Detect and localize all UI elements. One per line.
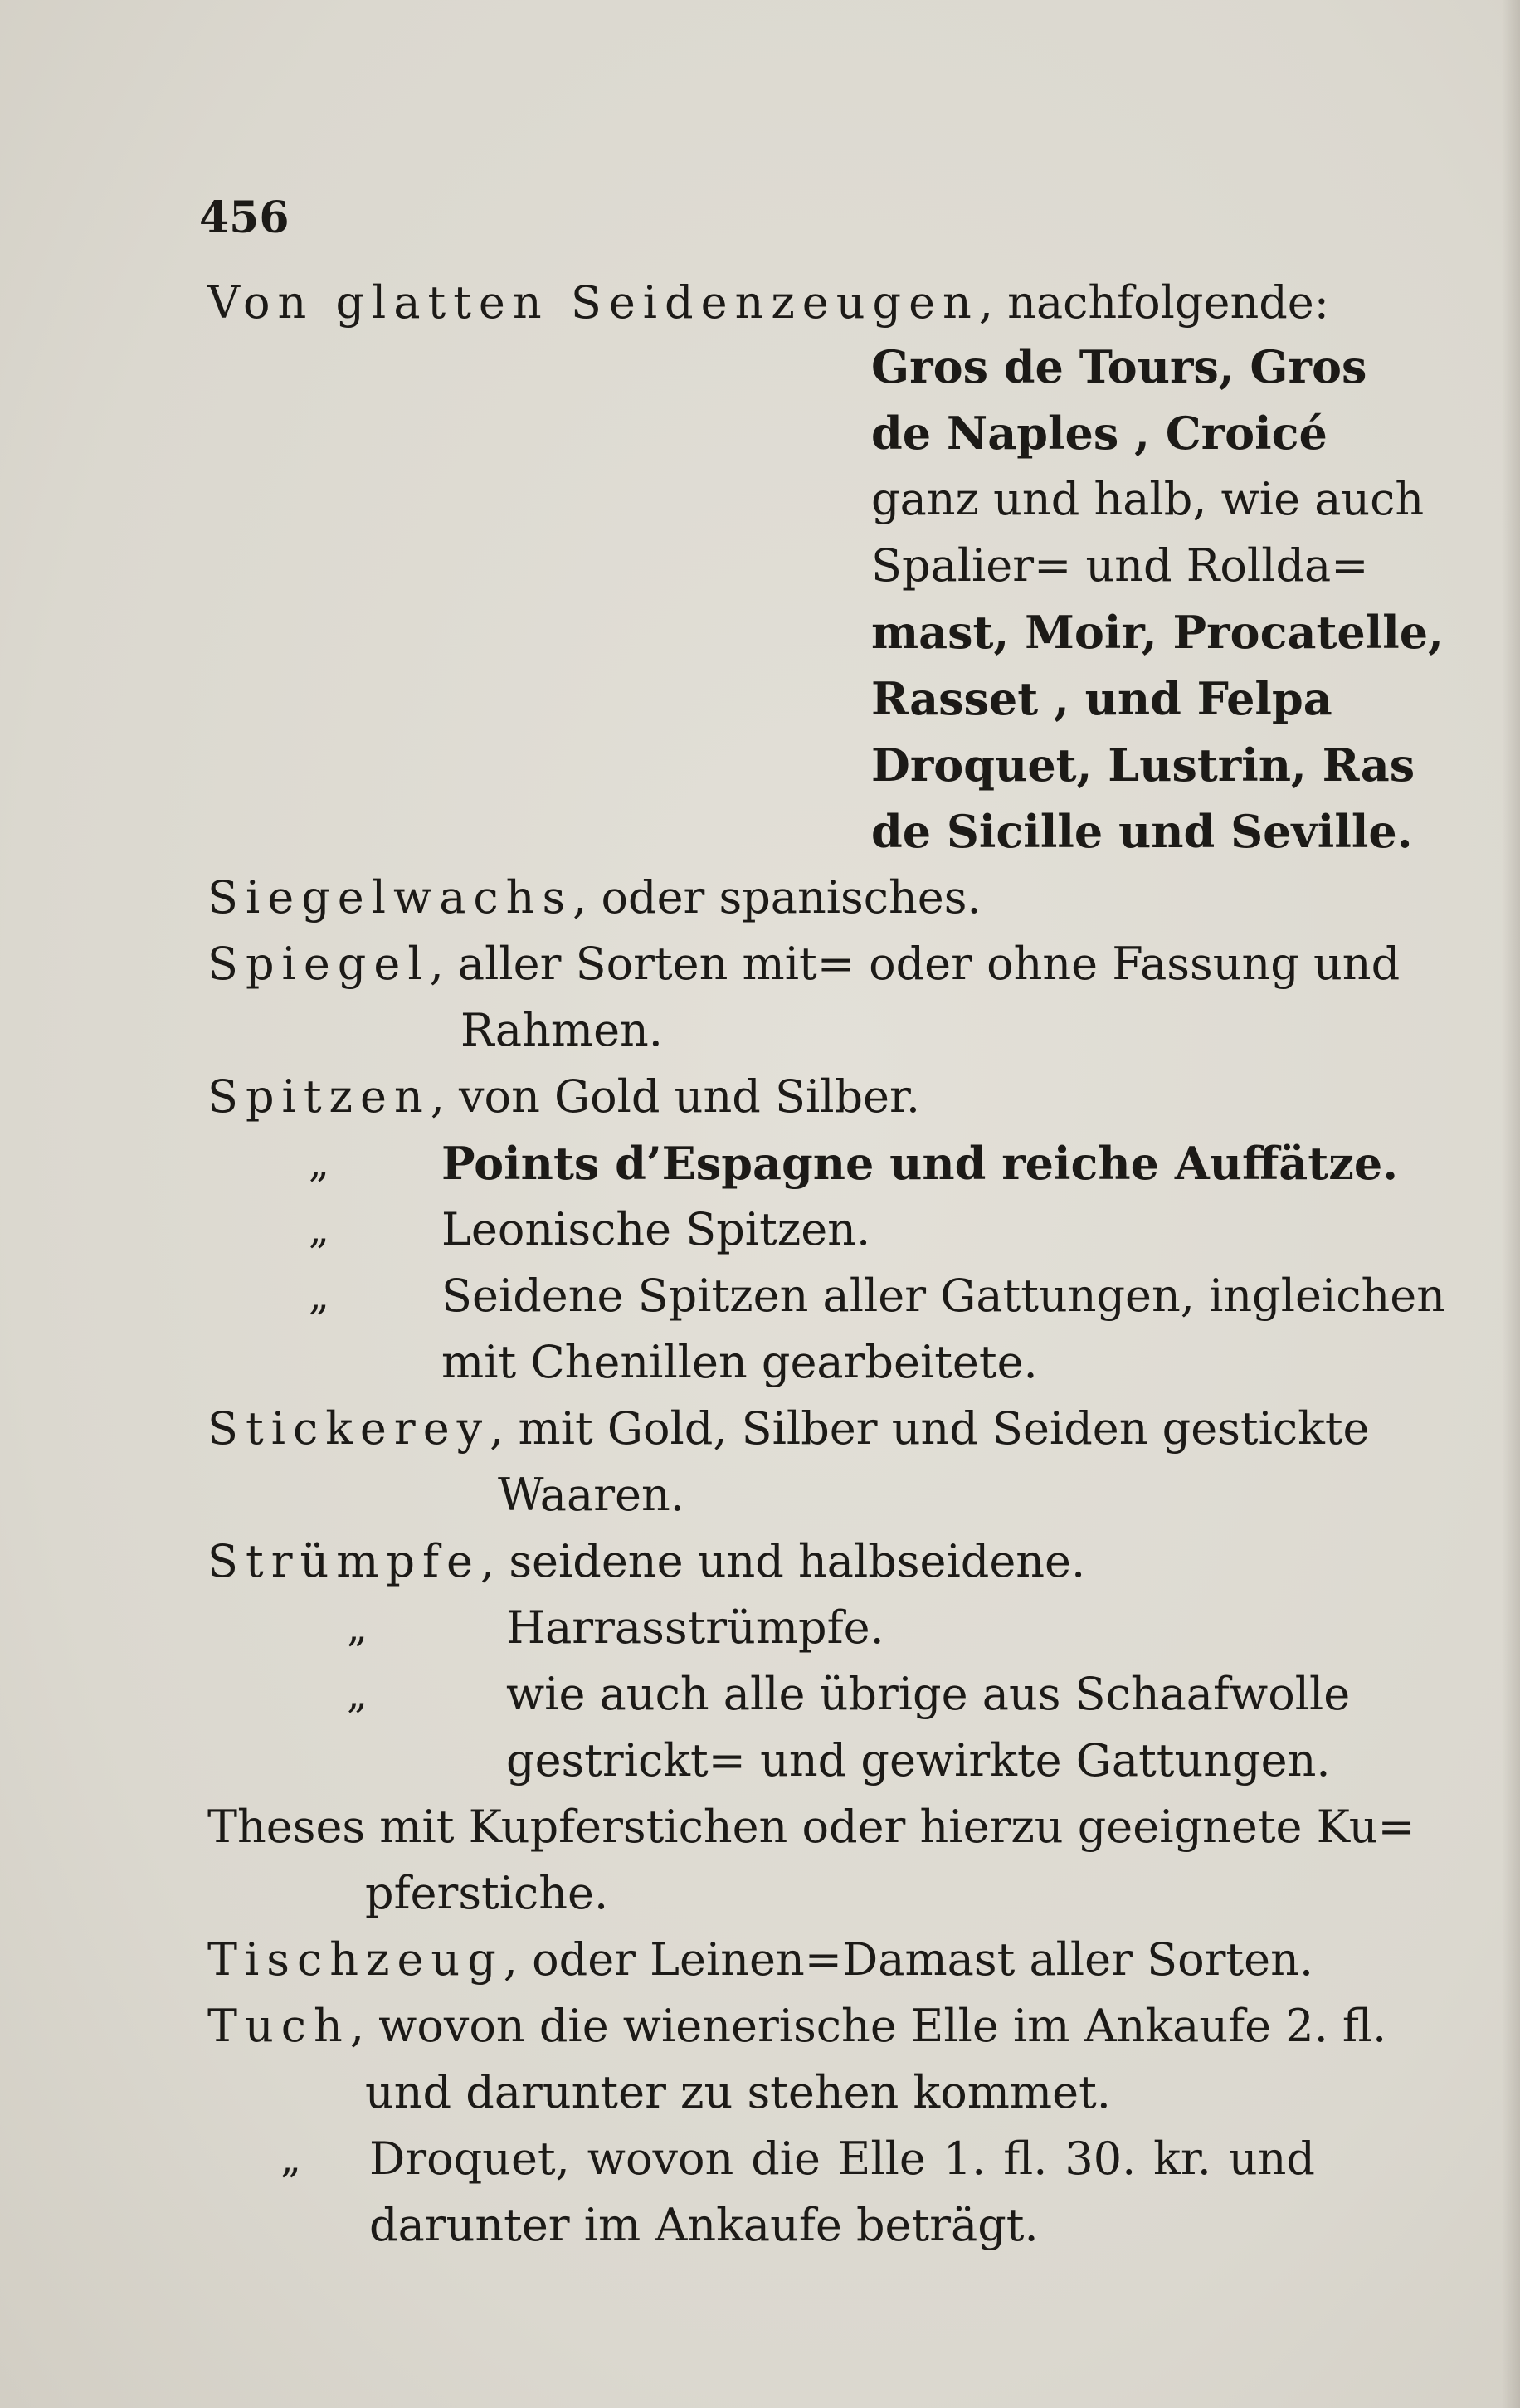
entry-continuation: und darunter zu stehen kommet. xyxy=(365,2066,1111,2118)
entry-line xyxy=(207,869,982,927)
sub-entry-line: Leonische Spitzen. xyxy=(441,1203,871,1255)
sub-entry-continuation: mit Chenillen gearbeitete. xyxy=(441,1336,1038,1388)
entry-line xyxy=(207,274,1329,332)
silk-list-line: Rasset , und Felpa xyxy=(871,672,1332,725)
entry-continuation: Rahmen. xyxy=(460,1004,663,1056)
entry-text: , von Gold und Silber. xyxy=(430,1070,921,1123)
silk-list-line: de Naples , Croicé xyxy=(871,407,1328,460)
sub-entry-line xyxy=(441,1134,1398,1192)
sub-entry-line: wie auch alle übrige aus Schaafwolle xyxy=(506,1668,1351,1720)
entry-term: Stickerey xyxy=(207,1402,490,1455)
entry-text: , wovon die wienerische Elle im Ankaufe 2. fl. xyxy=(349,2000,1387,2052)
entry-term: Tischzeug xyxy=(207,1933,504,1986)
entry-text: , nachfolgende: xyxy=(978,276,1329,329)
silk-list-line: Droquet, Lustrin, Ras xyxy=(871,738,1415,792)
silk-list-line: Spalier= und Rollda= xyxy=(871,539,1369,592)
entry-term: Strümpfe xyxy=(207,1535,481,1587)
silk-list-line: de Sicille und Seville. xyxy=(871,805,1413,858)
entry-term: Siegelwachs xyxy=(207,871,573,924)
entry-line xyxy=(207,935,1401,993)
ditto-mark: „ xyxy=(309,1140,329,1187)
page-number: 456 xyxy=(199,193,290,243)
entry-text: , mit Gold, Silber und Seiden gestickte xyxy=(490,1402,1370,1455)
entry-text: , seidene und halbseidene. xyxy=(480,1535,1086,1587)
foreign-term: Points d’Espagne und reiche Auffätze. xyxy=(441,1137,1399,1190)
ditto-mark: „ xyxy=(309,1273,329,1319)
ditto-mark: „ xyxy=(280,2136,301,2182)
entry-line: Theses mit Kupferstichen oder hierzu geeignete Ku= xyxy=(207,1801,1415,1853)
sub-entry-continuation: gestrickt= und gewirkte Gattungen. xyxy=(506,1734,1331,1787)
entry-text: , aller Sorten mit= oder ohne Fassung und xyxy=(429,938,1401,990)
entry-term: Spitzen xyxy=(207,1070,431,1123)
ditto-mark: „ xyxy=(309,1206,329,1253)
silk-list-line: Gros de Tours, Gros xyxy=(871,340,1367,393)
sub-entry-line: Harrasstrümpfe. xyxy=(506,1601,884,1654)
entry-continuation: pferstiche. xyxy=(365,1867,609,1919)
entry-continuation: Waaren. xyxy=(498,1469,684,1521)
entry-line xyxy=(207,1400,1370,1458)
entry-text: , oder spanisches. xyxy=(572,871,982,924)
entry-term: Tuch xyxy=(207,2000,350,2052)
entry-line xyxy=(207,1068,920,1126)
ditto-mark: „ xyxy=(347,1605,368,1651)
page-edge-shadow xyxy=(1502,0,1520,2408)
sub-entry-line: Seidene Spitzen aller Gattungen, ingleichen xyxy=(441,1270,1445,1322)
silk-list-line: ganz und halb, wie auch xyxy=(871,473,1425,525)
entry-line xyxy=(207,1997,1387,2055)
ditto-mark: „ xyxy=(347,1671,368,1718)
sub-entry-line: Droquet, wovon die Elle 1. fl. 30. kr. und xyxy=(369,2133,1315,2185)
entry-text: , oder Leinen=Damast aller Sorten. xyxy=(503,1933,1314,1986)
entry-term: Von glatten Seidenzeugen xyxy=(207,276,979,329)
entry-term: Spiegel xyxy=(207,938,430,990)
entry-line xyxy=(207,1533,1085,1591)
sub-entry-continuation: darunter im Ankaufe beträgt. xyxy=(369,2199,1039,2251)
entry-line xyxy=(207,1931,1313,1989)
silk-list-line: mast, Moir, Procatelle, xyxy=(871,606,1444,659)
